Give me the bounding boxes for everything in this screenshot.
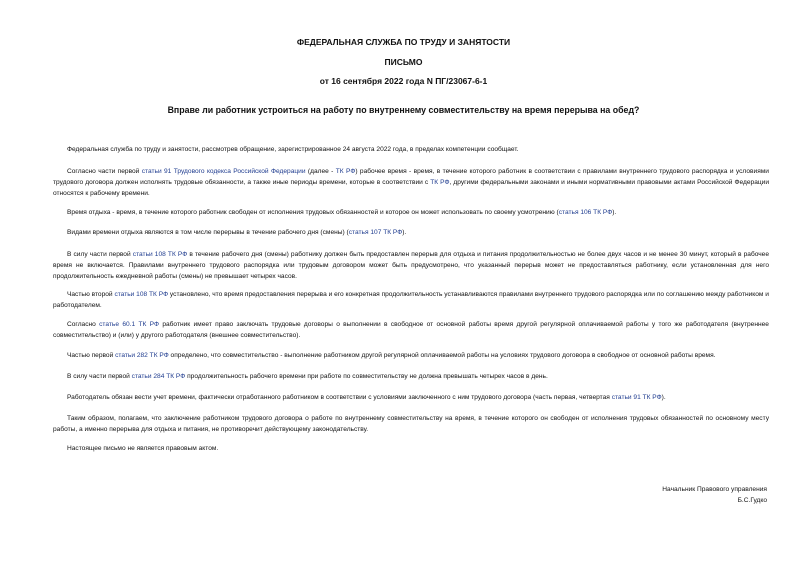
paragraph-text: ). [612, 209, 617, 216]
paragraph-text: продолжительность рабочего времени при работе по совместительству не должна превышать четырех часов в день. [185, 373, 548, 380]
link-tk-rf[interactable]: ТК РФ [430, 179, 450, 186]
agency-title: ФЕДЕРАЛЬНАЯ СЛУЖБА ПО ТРУДУ И ЗАНЯТОСТИ [296, 37, 511, 47]
paragraph-text: работник имеет право заключать трудовые договоры о выполнении в свободное от основной работы время другой регулярной оплачиваемой работы у того же работодателя (внутреннее совместительство) и (или) у другого работодателя (внешнее совместительство). [53, 321, 769, 339]
paragraph-text: Видами времени отдыха являются в том числе перерывы в течение рабочего дня (смены) ( [67, 229, 349, 236]
paragraph-text: Федеральная служба по труду и занятости, рассмотрев обращение, зарегистрированное 24 августа 2022 года, в пределах компетенции сообщает. [67, 146, 519, 153]
link-article-108-tk[interactable]: статьи 108 ТК РФ [132, 251, 188, 258]
paragraph-rest-time [53, 207, 769, 218]
link-article-60-1-tk[interactable]: статье 60.1 ТК РФ [99, 321, 159, 328]
paragraph-text: ). [661, 394, 666, 401]
paragraph-text: В силу части первой [67, 251, 133, 258]
paragraph-part-time-right [53, 319, 769, 341]
link-article-91-tk[interactable]: статьи 91 ТК РФ [611, 394, 662, 401]
paragraph-conclusion [53, 413, 769, 435]
paragraph-break-schedule [53, 289, 769, 311]
link-article-284-tk[interactable]: статьи 284 ТК РФ [131, 373, 186, 380]
paragraph-part-time-definition [53, 350, 769, 361]
paragraph-part-time-hours [53, 371, 769, 382]
paragraph-text: ) рабочее время - время, в течение которого работник в соответствии с правилами внутреннего трудового распорядка и условиями трудового договора должен исполнять трудовые обязанности, а также иные периоды времени, которые в соответствии с [53, 168, 769, 186]
document-date-number: от 16 сентября 2022 года N ПГ/23067-6-1 [319, 76, 488, 86]
paragraph-text: Настоящее письмо не является правовым актом. [67, 445, 219, 452]
paragraph-time-tracking [53, 392, 769, 403]
paragraph-disclaimer [53, 443, 769, 454]
paragraph-text: ). [402, 229, 407, 236]
link-article-106-tk[interactable]: статья 106 ТК РФ [558, 209, 613, 216]
link-article-108-tk[interactable]: статьи 108 ТК РФ [114, 291, 169, 298]
paragraph-working-time [53, 166, 769, 199]
letter-subject: Вправе ли работник устроиться на работу по внутреннему совместительству на время перерыва на обед? [167, 105, 640, 115]
paragraph-rest-types [53, 227, 769, 238]
paragraph-text: определено, что совместительство - выполнение работником другой регулярной оплачиваемой работы на условиях трудового договора в свободное от основной работы время. [168, 352, 716, 359]
paragraph-text: (далее - [305, 168, 336, 175]
paragraph-text: в течение рабочего дня (смены) работнику должен быть предоставлен перерыв для отдыха и питания продолжительностью не более двух часов и не менее 30 минут, который в рабочее время не включается. Правилами внутреннего трудового распорядка или трудовым договором может быть предусмотрено, что указанный перерыв может не предоставляться работнику, если установленная для него продолжительность ежедневной работы (смены) не превышает четырех часов. [53, 251, 770, 280]
link-article-91-tk[interactable]: статьи 91 Трудового кодекса Российской Федерации [141, 168, 306, 175]
paragraph-text: Время отдыха - время, в течение которого работник свободен от исполнения трудовых обязанностей и которое он может использовать по своему усмотрению ( [67, 209, 559, 216]
paragraph-text: Частью второй [67, 291, 115, 298]
link-article-107-tk[interactable]: статья 107 ТК РФ [348, 229, 403, 236]
link-tk-rf[interactable]: ТК РФ [335, 168, 356, 175]
paragraph-intro [53, 144, 769, 155]
paragraph-text: В силу части первой [67, 373, 132, 380]
signature-position: Начальник Правового управления [662, 486, 767, 493]
paragraph-text: Работодатель обязан вести учет времени, фактически отработанного работником в соответствии с условиями заключенного с ним трудового договора (часть первая, четвертая [67, 394, 612, 401]
link-article-282-tk[interactable]: статьи 282 ТК РФ [115, 352, 169, 359]
paragraph-text: , другими федеральными законами и иными нормативными правовыми актами Российской Федерации относятся к рабочему времени. [53, 179, 770, 197]
paragraph-text: Частью первой [67, 352, 116, 359]
paragraph-meal-break [53, 249, 769, 282]
paragraph-text: Согласно [67, 321, 100, 328]
document-type: ПИСЬМО [384, 57, 423, 67]
paragraph-text: установлено, что время предоставления перерыва и его конкретная продолжительность устанавливаются правилами внутреннего трудового распорядка или по соглашению между работником и работодателем. [53, 291, 769, 309]
signature-name: Б.С.Гудко [737, 497, 767, 504]
paragraph-text: Согласно части первой [67, 168, 142, 175]
paragraph-text: Таким образом, полагаем, что заключение работником трудового договора о работе по внутреннему совместительству на время, в течение которого он свободен от исполнения трудовых обязанностей по основному месту работы, а именно перерыва для отдыха и питания, не противоречит действующему законодательству. [53, 415, 769, 433]
